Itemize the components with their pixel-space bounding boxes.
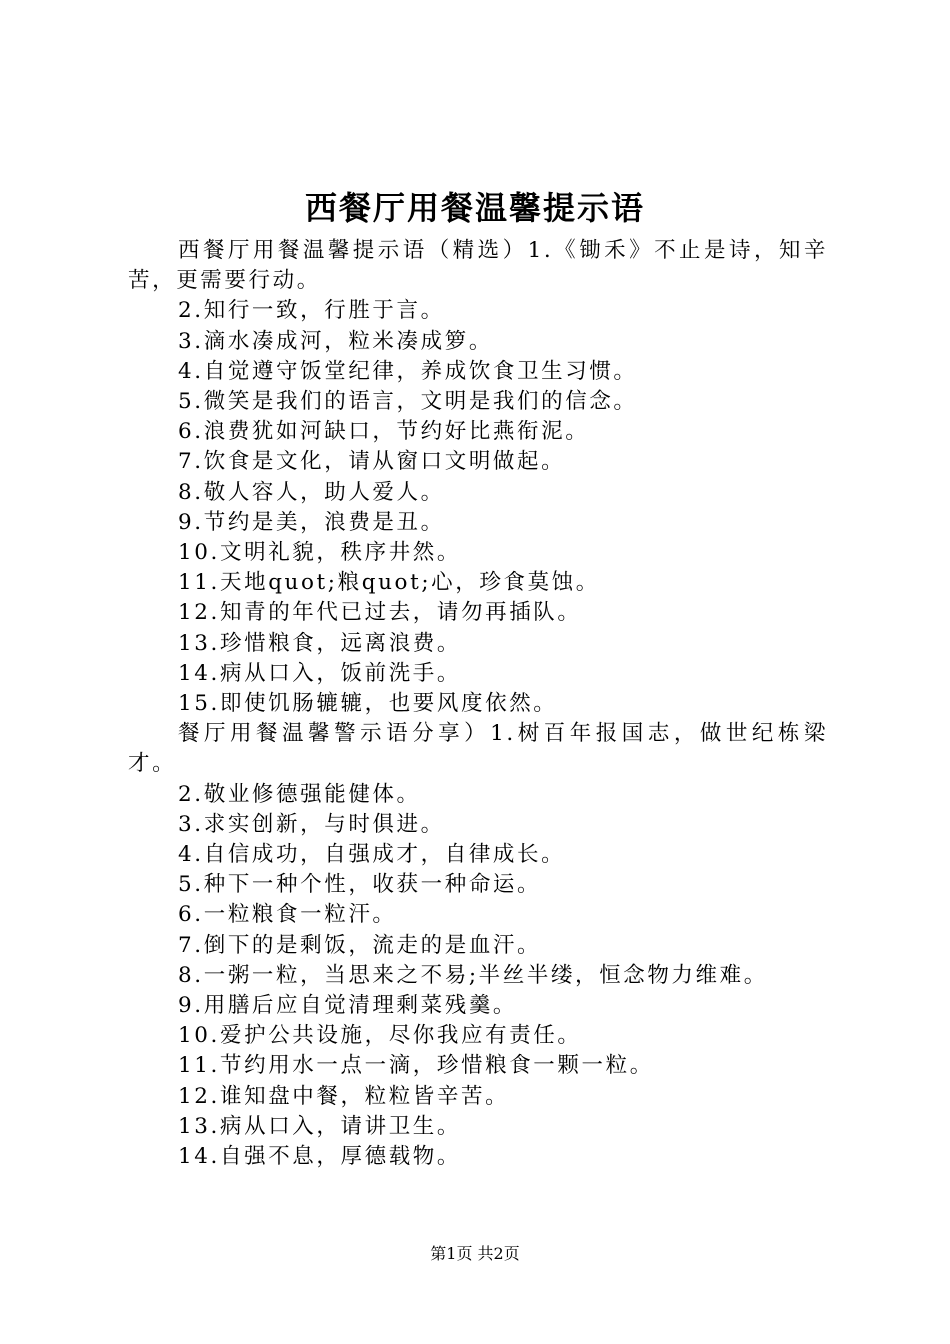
document-body	[128, 236, 828, 1172]
list-item: 13.珍惜粮食，远离浪费。	[178, 630, 461, 656]
list-item: 2.敬业修德强能健体。	[178, 781, 421, 807]
list-item: 5.种下一种个性，收获一种命运。	[178, 872, 542, 898]
list-item: 11.节约用水一点一滴，珍惜粮食一颗一粒。	[178, 1053, 654, 1079]
list-item: 11.天地quot;粮quot;心，珍食莫蚀。	[178, 570, 600, 596]
list-item: 4.自觉遵守饭堂纪律，养成饮食卫生习惯。	[178, 358, 638, 384]
list-item: 15.即使饥肠辘辘，也要风度依然。	[178, 691, 558, 717]
list-item: 6.浪费犹如河缺口，节约好比燕衔泥。	[178, 419, 590, 445]
list-item: 4.自信成功，自强成才，自律成长。	[178, 842, 566, 868]
list-item: 14.病从口入，饭前洗手。	[178, 660, 461, 686]
list-item: 3.求实创新，与时俱进。	[178, 811, 445, 837]
list-item: 2.知行一致，行胜于言。	[178, 298, 445, 324]
list-item: 10.文明礼貌，秩序井然。	[178, 540, 461, 566]
list-item: 6.一粒粮食一粒汗。	[178, 902, 397, 928]
page-footer: 第1页 共2页	[430, 1244, 520, 1263]
list-item: 13.病从口入，请讲卫生。	[178, 1113, 461, 1139]
list-item: 10.爱护公共设施，尽你我应有责任。	[178, 1023, 582, 1049]
list-item: 9.节约是美，浪费是丑。	[178, 509, 445, 535]
list-item: 7.饮食是文化，请从窗口文明做起。	[178, 449, 566, 475]
list-item: 7.倒下的是剩饭，流走的是血汗。	[178, 932, 542, 958]
document-title: 西餐厅用餐温馨提示语	[304, 189, 645, 227]
list-item: 14.自强不息，厚德载物。	[178, 1144, 461, 1170]
section2-intro: 餐厅用餐温馨警示语分享）1.树百年报国志，做世纪栋梁才。	[128, 721, 828, 777]
list-item: 5.微笑是我们的语言，文明是我们的信念。	[178, 389, 638, 415]
section1-intro: 西餐厅用餐温馨提示语（精选）1.《锄禾》不止是诗，知辛苦，更需要行动。	[128, 238, 828, 294]
list-item: 12.谁知盘中餐，粒粒皆辛苦。	[178, 1083, 510, 1109]
list-item: 12.知青的年代已过去，请勿再插队。	[178, 600, 582, 626]
list-item: 8.敬人容人，助人爱人。	[178, 479, 445, 505]
list-item: 8.一粥一粒，当思来之不易;半丝半缕，恒念物力维难。	[178, 962, 768, 988]
list-item: 3.滴水凑成河，粒米凑成箩。	[178, 328, 493, 354]
list-item: 9.用膳后应自觉清理剩菜残羹。	[178, 993, 518, 1019]
